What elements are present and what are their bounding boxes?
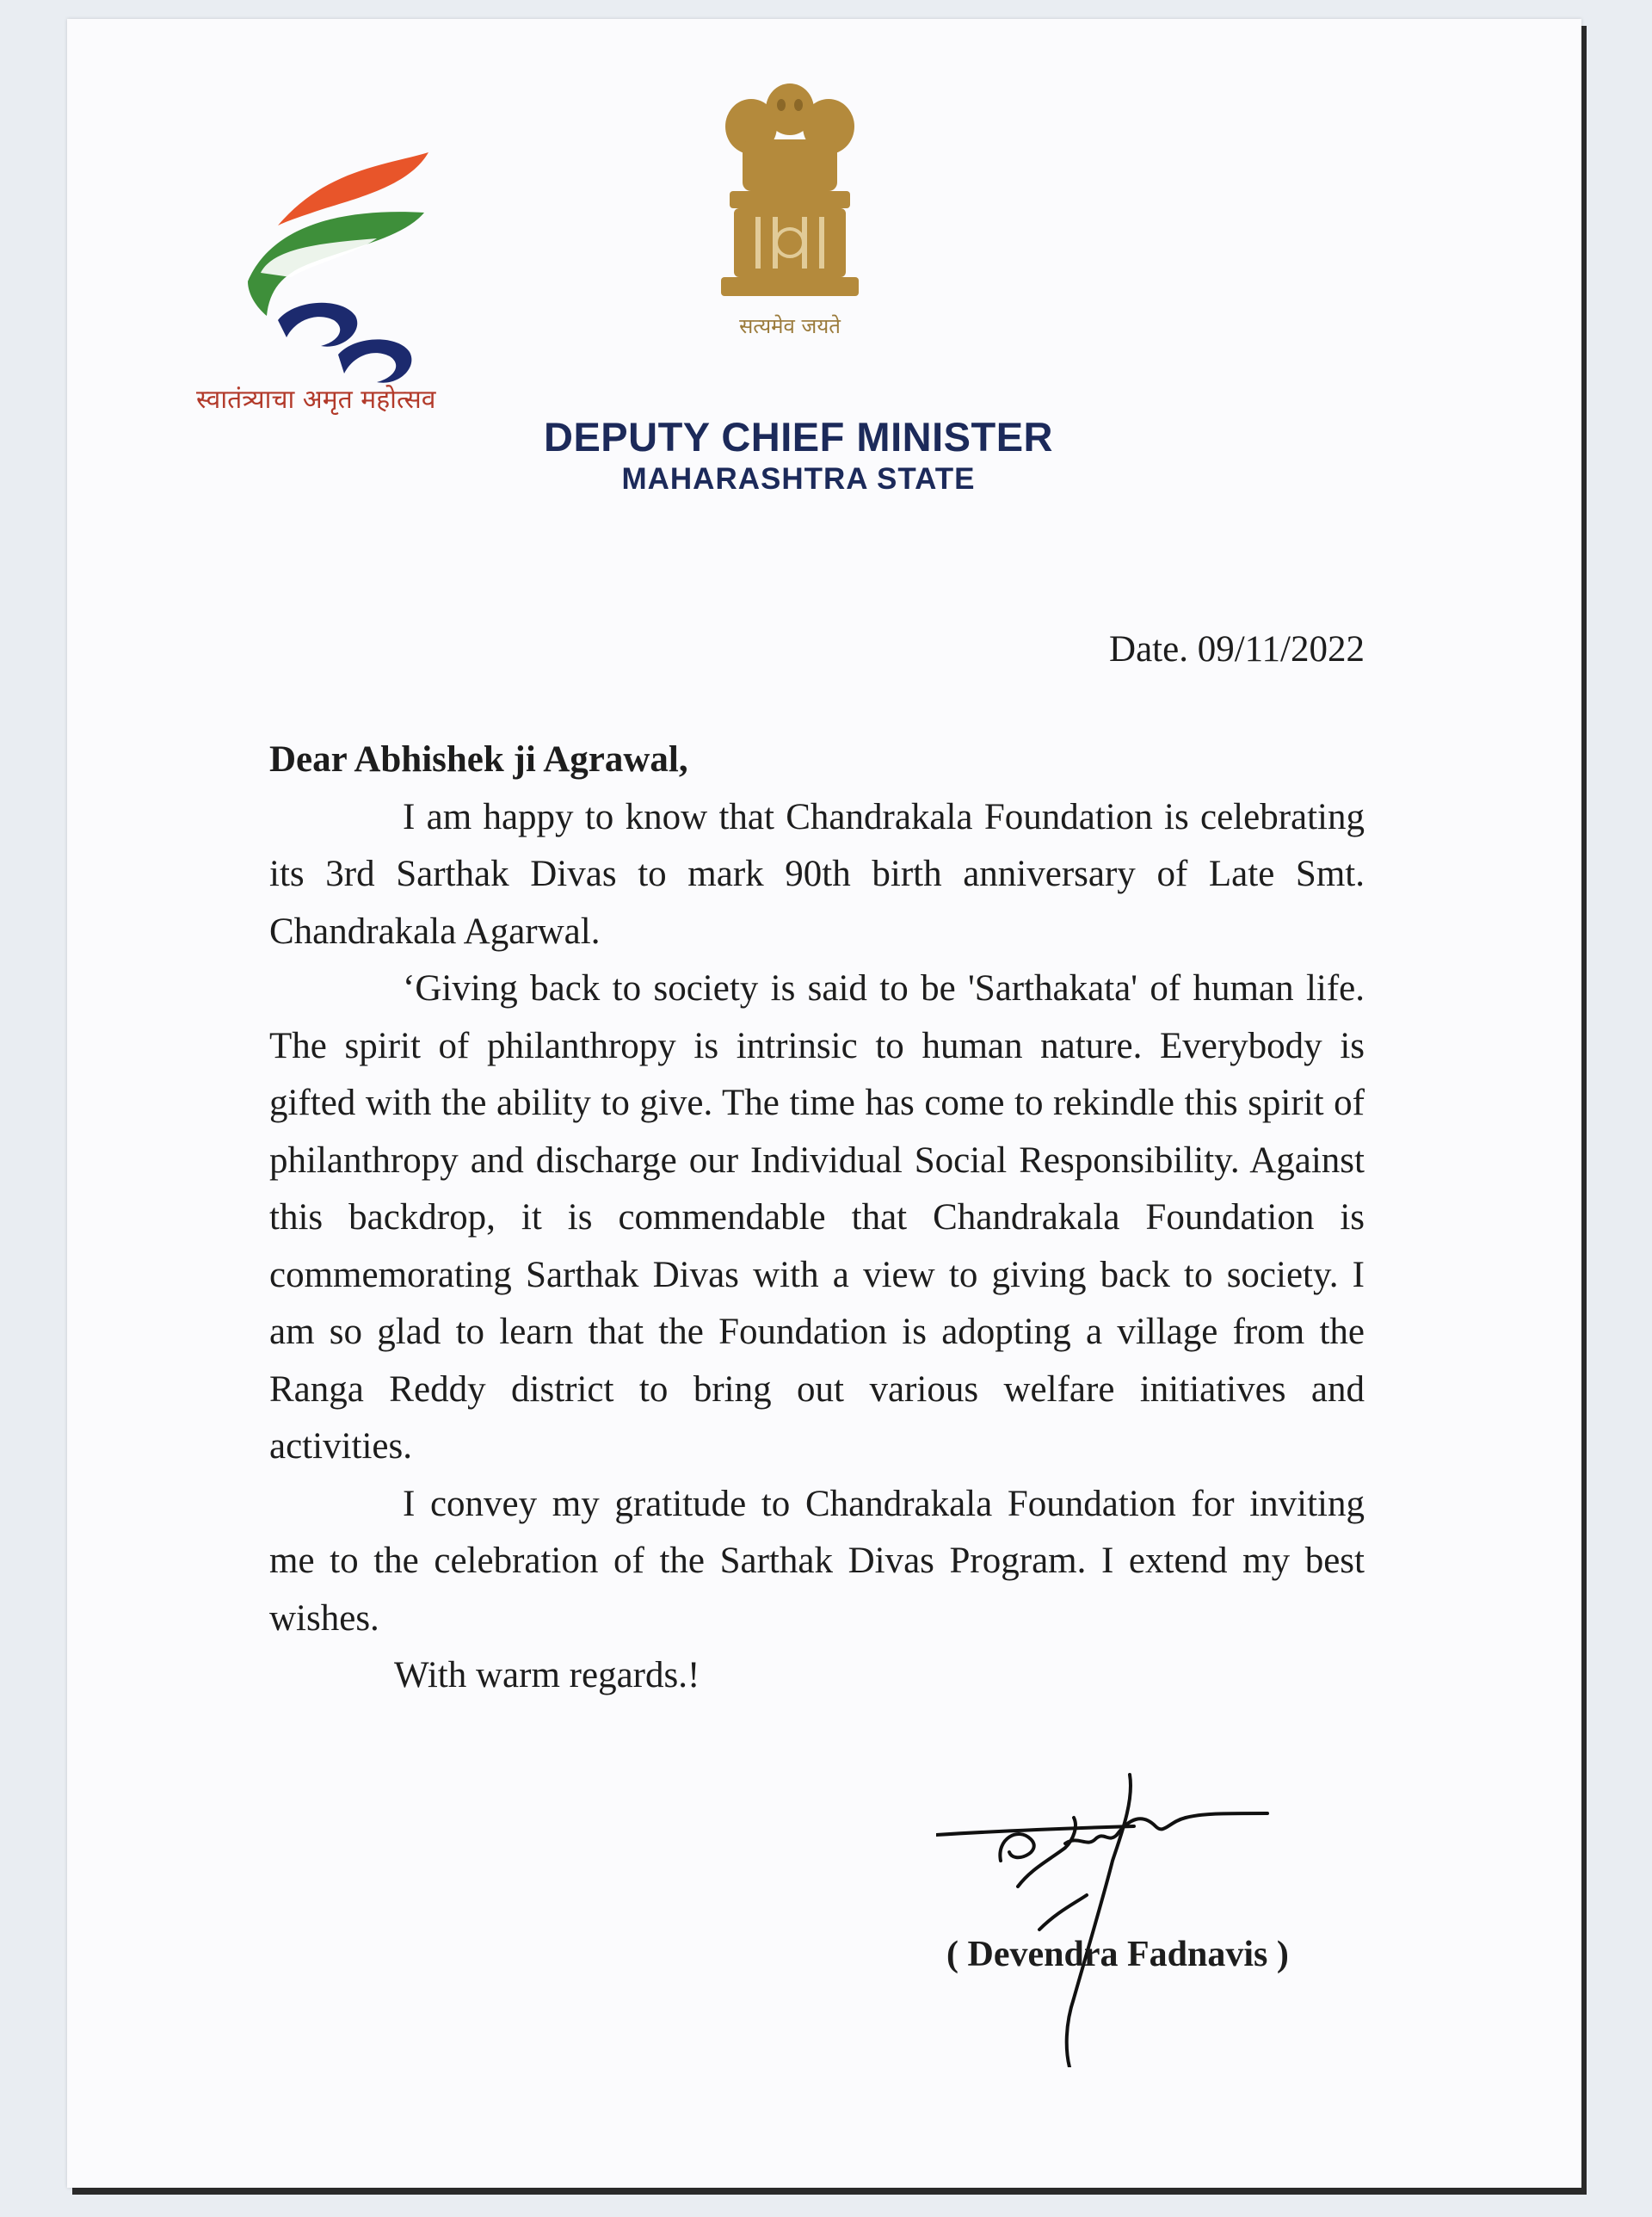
amrit-mahotsav-caption: स्वातंत्र्याचा अमृत महोत्सव bbox=[196, 385, 436, 415]
office-title: DEPUTY CHIEF MINISTER bbox=[544, 414, 1053, 460]
state-emblem-icon bbox=[704, 75, 876, 307]
paragraph-3: I convey my gratitude to Chandrakala Foundation for inviting me to the celebration of the Sarthak Divas Program. I extend my best wishes. bbox=[269, 1483, 1365, 1639]
office-subtitle: MAHARASHTRA STATE bbox=[621, 462, 976, 496]
closing-line: With warm regards.! bbox=[394, 1655, 700, 1695]
azadi-ka-amrit-mahotsav-logo bbox=[196, 135, 480, 419]
paragraph-2: ‘Giving back to society is said to be 'Sarthakata' of human life. The spirit of philanthropy is intrinsic to human nature. Everybody is gifted with the ability to give. The time has come to rekindle this spirit of philanthropy and discharge our Individual Social Responsibility. Against this backdrop, it is commendable that Chandrakala Foundation is commemorating Sarthak Divas with a view to giving back to society. I am so glad to learn that the Foundation is adopting a village from the Ranga Reddy district to bring out various welfare initiatives and activities. bbox=[269, 968, 1365, 1467]
letter-body bbox=[269, 732, 1365, 1705]
letter-page bbox=[67, 19, 1581, 2188]
handwritten-signature bbox=[936, 1766, 1306, 2067]
salutation: Dear Abhishek ji Agrawal, bbox=[269, 739, 688, 780]
signatory-name: ( Devendra Fadnavis ) bbox=[946, 1935, 1289, 1974]
emblem-motto: सत्यमेव जयते bbox=[739, 314, 841, 338]
paragraph-1: I am happy to know that Chandrakala Foundation is celebrating its 3rd Sarthak Divas to mark 90th birth anniversary of Late Smt. Chandrakala Agarwal. bbox=[269, 796, 1365, 952]
letter-date: Date. 09/11/2022 bbox=[1109, 629, 1365, 670]
